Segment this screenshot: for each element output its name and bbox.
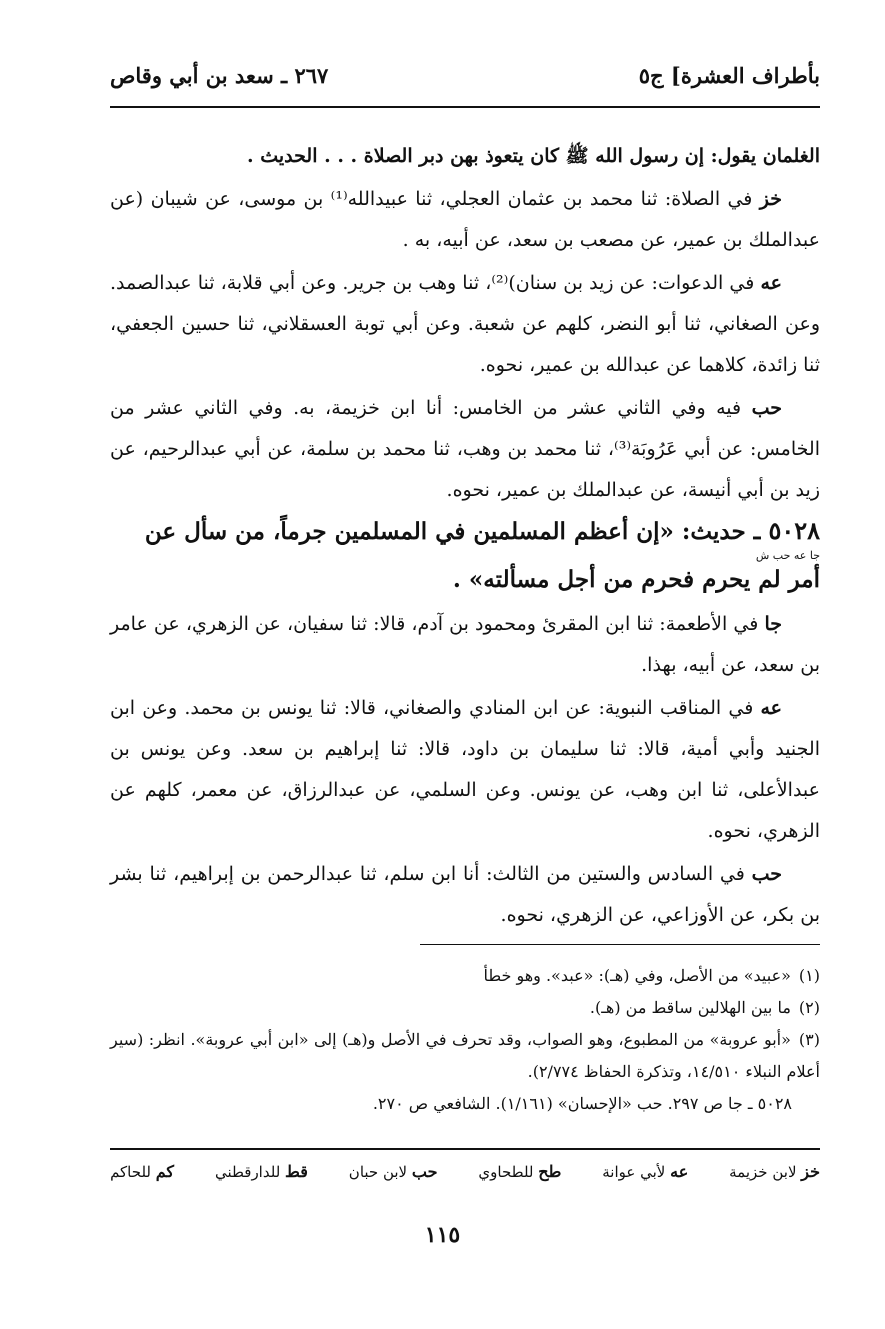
paragraph-ja — [110, 604, 820, 686]
abbreviation-item — [602, 1162, 688, 1181]
paragraph-khz — [110, 179, 820, 261]
abbreviation-name: لابن خزيمة — [729, 1163, 797, 1181]
abbreviation-code: طح — [538, 1162, 562, 1181]
page-number: ١١٥ — [424, 1222, 461, 1248]
footer-rule — [110, 1148, 820, 1150]
footnote-number: (٣) — [798, 1030, 820, 1049]
paragraph-ah-2 — [110, 688, 820, 852]
paragraph-text: في السادس والستين من الثالث: أنا ابن سلم، ثنا عبدالرحمن بن إبراهيم، ثنا بشر بن بكر، عن الأوزاعي، عن الزهري، نحوه. — [110, 863, 820, 926]
source-code: عه — [760, 272, 782, 294]
abbreviation-name: لابن حبان — [348, 1163, 408, 1181]
hadith-heading — [110, 513, 820, 598]
hadith-title — [110, 513, 820, 550]
hadith-sources: جا عه حب ش — [755, 549, 820, 562]
source-code: عه — [760, 697, 782, 719]
paragraph-hb-2 — [110, 854, 820, 936]
abbreviation-code: كم — [155, 1162, 175, 1181]
source-code: حب — [751, 863, 782, 885]
header-volume-title: بأطراف العشرة] ج٥ — [638, 62, 820, 88]
paragraph-hb — [110, 388, 820, 511]
footnote — [110, 992, 820, 1024]
abbreviation-name: للطحاوي — [478, 1163, 534, 1181]
main-text — [110, 136, 820, 938]
abbreviation-code: حب — [411, 1162, 438, 1181]
footnote-text: «عبيد» من الأصل، وفي (هـ): «عبد». وهو خطأ — [483, 966, 791, 985]
footnote-rule — [420, 944, 820, 945]
abbreviation-name: للحاكم — [110, 1163, 151, 1181]
header-section-title: ٢٦٧ ـ سعد بن أبي وقاص — [110, 62, 329, 88]
abbreviation-name: لأبي عوانة — [602, 1163, 666, 1181]
abbreviation-item — [478, 1162, 561, 1181]
paragraph-continuation — [110, 136, 820, 177]
footnotes — [110, 960, 820, 1120]
abbreviation-item — [729, 1162, 820, 1181]
footnote-text: «أبو عروبة» من المطبوع، وهو الصواب، وقد تحرف في الأصل و(هـ) إلى «ابن أبي عروبة». انظر: (سير أعلام النبلاء ١٤/٥١٠، وتذكرة الحفاظ ٢/٧٧٤). — [110, 1030, 820, 1081]
source-code: حب — [751, 397, 782, 419]
footnote-number: (٢) — [798, 998, 820, 1017]
running-header — [110, 55, 820, 95]
abbreviation-item — [110, 1162, 174, 1181]
hadith-title-continuation: أمر لم يحرم فحرم من أجل مسألته» . — [452, 566, 820, 593]
paragraph-text: في الصلاة: ثنا محمد بن عثمان العجلي، ثنا عبيدالله⁽¹⁾ بن موسى، عن شيبان (عن عبدالملك بن عمير، عن مصعب بن سعد، عن أبيه، به . — [110, 188, 820, 251]
abbreviation-code: عه — [670, 1162, 689, 1181]
footnote — [110, 1024, 820, 1088]
abbreviation-code: قط — [285, 1162, 308, 1181]
footnote-text: ٥٠٢٨ ـ جا ص ٢٩٧. حب «الإحسان» (١/١٦١). الشافعي ص ٢٧٠. — [372, 1094, 792, 1113]
abbreviation-item — [215, 1162, 308, 1181]
paragraph-text: في الدعوات: عن زيد بن سنان)⁽²⁾، ثنا وهب بن جرير. وعن أبي قلابة، ثنا عبدالصمد. وعن الصغاني، ثنا أبو النضر، كلهم عن شعبة. وعن أبي توبة العسقلاني، ثنا حسين الجعفي، ثنا زائدة، كلاهما عن عبدالله بن عمير، نحوه. — [110, 272, 820, 376]
hadith-title-text: ـ حديث: «إن أعظم المسلمين في المسلمين جرماً، من سأل عن — [144, 518, 761, 545]
header-rule — [110, 106, 820, 108]
source-code: خز — [759, 188, 783, 210]
source-reference — [110, 1088, 820, 1120]
paragraph-text: في المناقب النبوية: عن ابن المنادي والصغاني، قالا: ثنا يونس بن محمد. وعن ابن الجنيد وأبي أمية، قالا: ثنا سليمان بن داود، قالا: ثنا إبراهيم بن سعد. وعن يونس بن عبدالأعلى، ثنا ابن وهب، عن يونس. وعن السلمي، عن عبدالرزاق، عن معمر، كلهم عن الزهري، نحوه. — [110, 697, 820, 842]
abbreviation-item — [349, 1162, 438, 1181]
paragraph-text: الغلمان يقول: إن رسول الله ﷺ كان يتعوذ بهن دبر الصلاة . . . الحديث . — [247, 145, 820, 167]
footnote — [110, 960, 820, 992]
hadith-number: ٥٠٢٨ — [768, 516, 820, 545]
paragraph-text: فيه وفي الثاني عشر من الخامس: أنا ابن خزيمة، به. وفي الثاني عشر من الخامس: عن أبي عَرُوبَة⁽³⁾، ثنا محمد بن وهب، ثنا محمد بن سلمة، عن أبي عبدالرحيم، عن زيد بن أبي أنيسة، عن عبدالملك بن عمير، نحوه. — [110, 397, 820, 501]
paragraph-text: في الأطعمة: ثنا ابن المقرئ ومحمود بن آدم، قالا: ثنا سفيان، عن الزهري، عن عامر بن سعد، عن أبيه، بهذا. — [110, 613, 820, 676]
abbreviation-code: خز — [801, 1162, 820, 1181]
source-code: جا — [764, 613, 782, 635]
abbreviation-name: للدارقطني — [214, 1163, 281, 1181]
abbreviation-key — [110, 1162, 820, 1181]
footnote-number: (١) — [798, 966, 820, 985]
footnote-text: ما بين الهلالين ساقط من (هـ). — [589, 998, 791, 1017]
paragraph-ah — [110, 263, 820, 386]
